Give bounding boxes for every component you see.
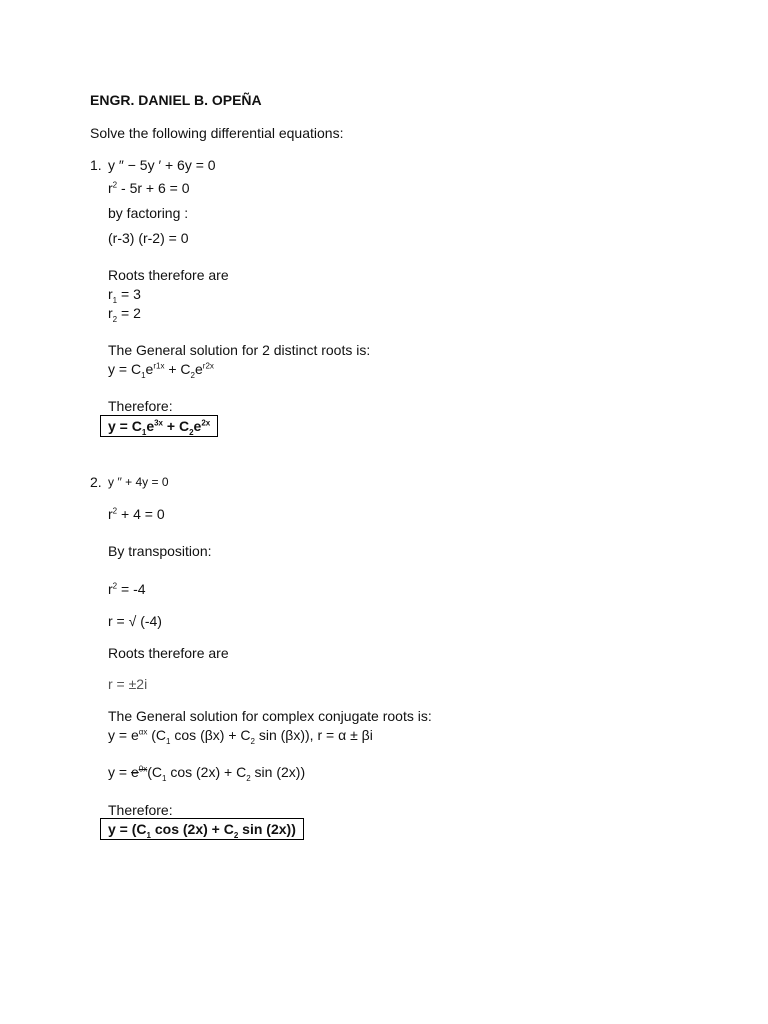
- equation-segment: 1: [141, 427, 147, 437]
- equation-segment: sin (2x)): [250, 764, 306, 780]
- equation-segment: - 5r + 6 = 0: [117, 180, 190, 196]
- equation-line: [108, 180, 190, 196]
- equation-segment: e: [146, 418, 155, 434]
- equation-line: [108, 676, 147, 692]
- equation-segment: (C: [147, 727, 167, 743]
- equation-segment: r = ±2i: [108, 676, 148, 692]
- equation-line: [108, 474, 169, 490]
- equation-segment: cos (2x) + C: [166, 764, 247, 780]
- equation-line: [108, 157, 216, 173]
- equation-segment: 2: [112, 506, 118, 516]
- equation-segment: 2x: [201, 418, 211, 428]
- equation-segment: 0x: [138, 764, 148, 774]
- equation-segment: αx: [138, 727, 148, 737]
- equation-segment: 3x: [154, 418, 164, 428]
- equation-line: [108, 205, 188, 221]
- equation-line: [108, 613, 162, 629]
- equation-segment: y ″ − 5y ′ + 6y = 0: [108, 157, 216, 173]
- equation-line: [108, 581, 146, 597]
- equation-line: [108, 802, 173, 818]
- equation-segment: e: [130, 764, 139, 780]
- equation-segment: = -4: [117, 581, 146, 597]
- equation-segment: + 4 = 0: [117, 506, 165, 522]
- equation-segment: sin (βx)), r = α ± βi: [254, 727, 373, 743]
- equation-line: [108, 543, 212, 559]
- equation-segment: cos (2x) + C: [150, 821, 234, 837]
- equation-segment: 2: [190, 370, 195, 380]
- equation-segment: = 2: [117, 305, 141, 321]
- instruction-text: Solve the following differential equations:: [90, 125, 344, 141]
- equation-line: [108, 361, 214, 380]
- equation-segment: 1: [166, 736, 171, 746]
- equation-line: [108, 305, 141, 324]
- equation-segment: (r-3) (r-2) = 0: [108, 230, 189, 246]
- equation-segment: 1: [112, 295, 118, 305]
- equation-segment: 2: [246, 773, 251, 783]
- equation-segment: e: [193, 418, 202, 434]
- equation-segment: 1: [141, 370, 146, 380]
- equation-line: [108, 727, 373, 746]
- final-answer-box: [100, 415, 218, 437]
- equation-segment: 2: [112, 314, 118, 324]
- equation-segment: r: [108, 180, 113, 196]
- equation-segment: y = C: [108, 418, 142, 434]
- equation-segment: e: [194, 361, 203, 377]
- problem-number: 2.: [90, 474, 102, 490]
- equation-segment: r = √ (-4): [108, 613, 162, 629]
- equation-segment: Therefore:: [108, 802, 173, 818]
- equation-segment: Roots therefore are: [108, 645, 229, 661]
- problem-number: 1.: [90, 157, 102, 173]
- equation-segment: The General solution for complex conjugate roots is:: [108, 708, 432, 724]
- equation-segment: r: [108, 286, 113, 302]
- equation-segment: Roots therefore are: [108, 267, 229, 283]
- equation-segment: 2: [112, 180, 118, 190]
- equation-line: [108, 286, 141, 305]
- equation-segment: + C: [163, 418, 190, 434]
- equation-line: [108, 342, 370, 358]
- equation-segment: y = C: [108, 361, 142, 377]
- equation-segment: = 3: [117, 286, 141, 302]
- equation-segment: 2: [189, 427, 194, 437]
- equation-segment: The General solution for 2 distinct roots is:: [108, 342, 371, 358]
- equation-segment: e: [145, 361, 154, 377]
- equation-segment: y = e: [108, 727, 139, 743]
- equation-segment: r: [108, 305, 113, 321]
- equation-line: [108, 398, 173, 414]
- equation-segment: 1: [146, 830, 151, 840]
- equation-segment: r: [108, 581, 113, 597]
- equation-segment: 2: [250, 736, 255, 746]
- equation-segment: r1x: [153, 361, 165, 371]
- equation-segment: y = (C: [108, 821, 147, 837]
- equation-segment: r2x: [202, 361, 214, 371]
- equation-segment: (C: [147, 764, 162, 780]
- equation-segment: by factoring :: [108, 205, 189, 221]
- author-heading: ENGR. DANIEL B. OPEÑA: [90, 92, 262, 108]
- equation-segment: cos (βx) + C: [170, 727, 251, 743]
- equation-segment: r: [108, 506, 113, 522]
- equation-segment: 2: [233, 830, 239, 840]
- equation-segment: sin (2x)): [238, 821, 296, 837]
- final-answer-box: [100, 818, 304, 840]
- equation-line: [108, 764, 306, 783]
- equation-segment: 2: [112, 581, 118, 591]
- equation-segment: Therefore:: [108, 398, 173, 414]
- equation-segment: + C: [164, 361, 191, 377]
- equation-segment: 1: [162, 773, 167, 783]
- equation-line: [108, 708, 432, 724]
- equation-line: [108, 645, 229, 661]
- equation-segment: By transposition:: [108, 543, 212, 559]
- equation-line: [108, 506, 165, 522]
- equation-line: [108, 267, 229, 283]
- equation-segment: y ′′ + 4y = 0: [108, 475, 169, 489]
- equation-segment: y =: [108, 764, 131, 780]
- equation-line: [108, 230, 189, 246]
